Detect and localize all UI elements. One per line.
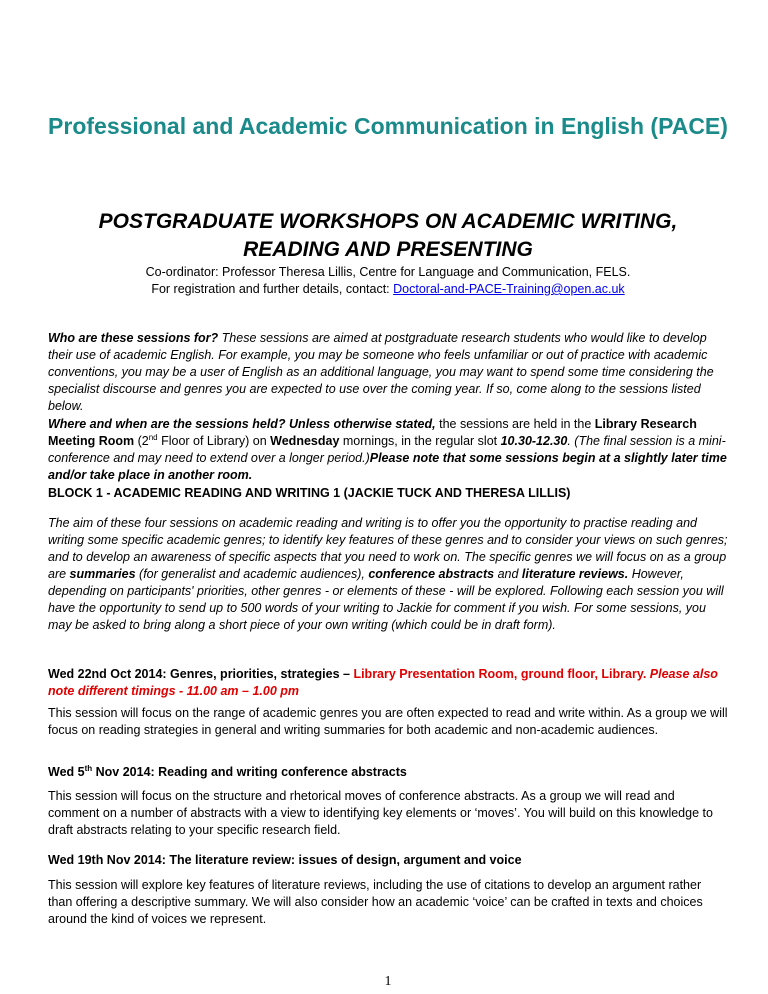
who-paragraph bbox=[48, 330, 728, 415]
block1-heading: BLOCK 1 - ACADEMIC READING AND WRITING 1 (JACKIE TUCK AND THERESA LILLIS) bbox=[48, 486, 571, 500]
where-text-1: the sessions are held in the bbox=[435, 417, 595, 431]
block1-text-1: The aim of these four sessions on academic reading and writing is to offer you the opportunity to practise reading and writing some specific academic genres; to identify key features of these genres and to consider your views on such genres; and to develop an awareness of specific aspects that you need to work on. The specific genres we will focus on as a group are bbox=[48, 516, 728, 581]
page-subtitle: POSTGRADUATE WORKSHOPS ON ACADEMIC WRITING, READING AND PRESENTING bbox=[98, 210, 678, 261]
where-note: Please note that some sessions begin at a slightly later time and/or take place in another room. bbox=[48, 451, 727, 482]
where-lead: Where and when are the sessions held? Unless otherwise stated, bbox=[48, 417, 436, 431]
page-title: Professional and Academic Communication in English (PACE) bbox=[48, 113, 728, 139]
block1-text-3: and bbox=[494, 567, 522, 581]
where-paragraph bbox=[48, 416, 728, 484]
where-sup: nd bbox=[148, 432, 158, 442]
genre-abstracts: conference abstracts bbox=[368, 567, 495, 581]
session-1-location: Library Presentation Room, ground floor, Library. bbox=[353, 667, 650, 681]
session-3-title: Wed 19th Nov 2014: The literature review: issues of design, argument and voice bbox=[48, 853, 522, 867]
who-body: These sessions are aimed at postgraduate research students who would like to develop their use of academic English. For example, you may be someone who feels unfamiliar or out of practice with academic conventions, you may be a user of English as an additional language, you may want to spend some time considering the specialist discourse and genres you are expected to use over the coming year. If so, come along to the sessions listed below. bbox=[48, 331, 714, 413]
coordinator-info bbox=[48, 264, 728, 298]
session-1-desc: This session will focus on the range of academic genres you are often expected to read and write within. As a group we will focus on reading strategies in general and writing summaries for both academic and non-academic audiences. bbox=[48, 706, 728, 737]
contact-prefix: For registration and further details, contact: bbox=[151, 282, 394, 296]
genre-reviews: literature reviews. bbox=[521, 567, 629, 581]
session-2-date-sup: th bbox=[84, 763, 93, 773]
session-2-desc: This session will focus on the structure and rhetorical moves of conference abstracts. As a group we will read and comment on a number of abstracts with a view to identifying key elements or ‘moves’. You will build on this knowledge to draft abstracts relating to your specific research field. bbox=[48, 789, 713, 837]
where-slot: 10.30-12.30 bbox=[500, 434, 568, 448]
block1-paragraph bbox=[48, 515, 728, 634]
page-number: 1 bbox=[384, 974, 392, 989]
block1-text-4: However, depending on participants' priorities, other genres - or elements of these - will be explored. Following each session you will have the opportunity to send up to 500 words of your writing to Jackie for comment if you wish. For some sessions, you may be asked to bring along a short piece of your own writing (which could be in draft form). bbox=[48, 567, 724, 632]
contact-line bbox=[48, 281, 728, 298]
where-text-2a: (2 bbox=[134, 434, 149, 448]
session-3-desc: This session will explore key features of literature reviews, including the use of citations to develop an argument rather than offering a descriptive summary. We will also consider how an academic ‘voice’ can be crafted in texts and choices around the kind of voices we represent. bbox=[48, 878, 703, 926]
where-day: Wednesday bbox=[270, 434, 340, 448]
coordinator-line: Co-ordinator: Professor Theresa Lillis, Centre for Language and Communication, FELS. bbox=[145, 265, 631, 279]
where-room: Library Research Meeting Room bbox=[48, 417, 697, 448]
session-1-title bbox=[48, 666, 728, 700]
session-2-date-a: Wed 5 bbox=[48, 765, 85, 779]
where-text-3: mornings, in the regular slot bbox=[339, 434, 501, 448]
session-1-date: Wed 22nd Oct 2014: Genres, priorities, strategies – bbox=[48, 667, 354, 681]
where-text-2b: Floor of Library) on bbox=[157, 434, 271, 448]
session-2-date-b: Nov 2014: Reading and writing conference abstracts bbox=[92, 765, 407, 779]
contact-email-link[interactable]: Doctoral-and-PACE-Training@open.ac.uk bbox=[393, 282, 625, 296]
session-1-timing: Please also note different timings - 11.00 am – 1.00 pm bbox=[48, 667, 718, 698]
session-2-title bbox=[48, 764, 728, 781]
where-text-4: . (The final session is a mini-conference and may need to extend over a longer period.) bbox=[48, 434, 726, 465]
genre-summaries: summaries bbox=[69, 567, 136, 581]
block1-text-2: (for generalist and academic audiences), bbox=[135, 567, 369, 581]
who-lead: Who are these sessions for? bbox=[48, 331, 219, 345]
